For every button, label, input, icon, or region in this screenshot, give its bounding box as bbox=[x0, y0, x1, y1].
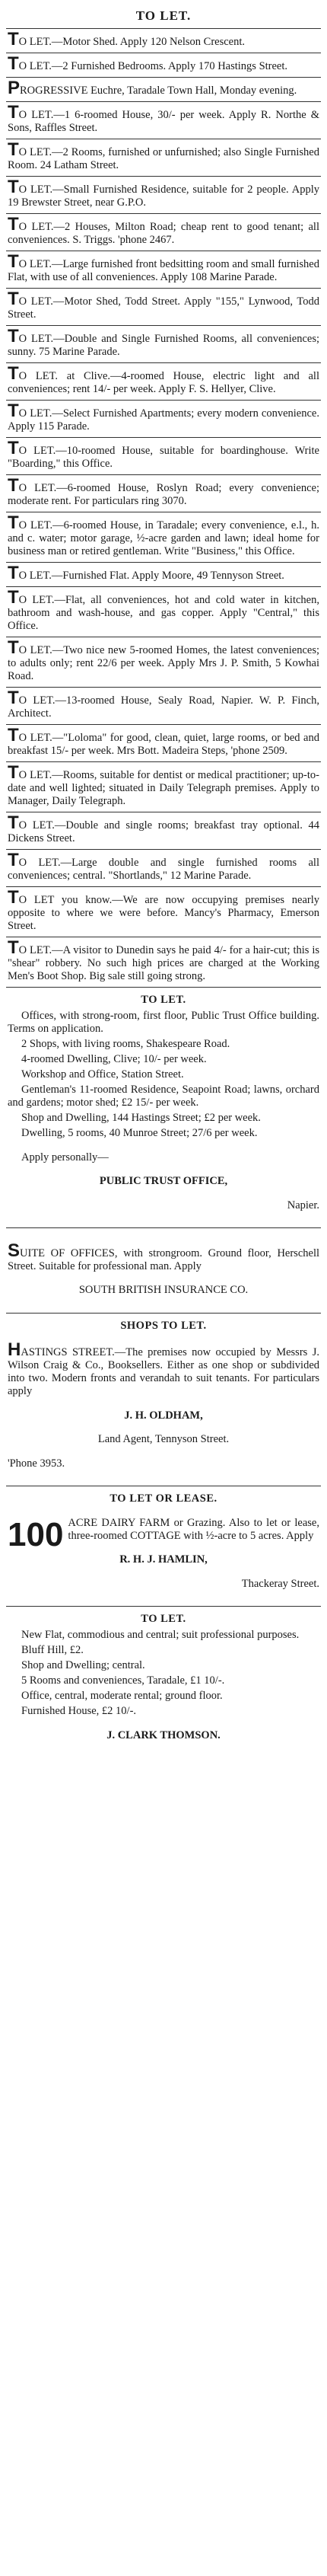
classified-ad bbox=[6, 289, 321, 326]
classified-ad bbox=[6, 475, 321, 512]
ad-text: O LET.—Rooms, suitable for dentist or medical practitioner; up-to-date and well lighted; situated in Daily Telegraph premises. Apply to Manager, Daily Telegraph. bbox=[8, 769, 319, 807]
classified-ad bbox=[6, 102, 321, 139]
classified-ad bbox=[6, 850, 321, 887]
ad-lead-letter: T bbox=[8, 475, 19, 496]
ad-lead-letter: T bbox=[8, 887, 19, 908]
ad-text: O LET.—Motor Shed. Apply 120 Nelson Crescent. bbox=[18, 36, 246, 48]
public-trust-line: Offices, with strong-room, first floor, Public Trust Office building. Terms on application. bbox=[8, 1010, 319, 1035]
shops-agent: J. H. OLDHAM, bbox=[124, 1409, 203, 1422]
public-trust-ad bbox=[6, 988, 321, 1228]
shops-phone: 'Phone 3953. bbox=[8, 1457, 65, 1470]
classified-ad bbox=[6, 29, 321, 53]
ad-text: O LET.—Furnished Flat. Apply Moore, 49 Tennyson Street. bbox=[18, 570, 284, 582]
public-trust-line: Gentleman's 11-roomed Residence, Seapoint Road; lawns, orchard and gardens; motor shed; £2 15/- per week. bbox=[8, 1084, 319, 1109]
farm-street: Thackeray Street. bbox=[241, 1577, 319, 1590]
classified-ad bbox=[6, 725, 321, 762]
suite-company: SOUTH BRITISH INSURANCE CO. bbox=[78, 1284, 249, 1296]
ad-lead-letter: T bbox=[8, 688, 19, 708]
ad-text: O LET.—"Loloma" for good, clean, quiet, large rooms, or bed and breakfast 15/- per week. Mrs Bott. Madeira Steps, 'phone 2509. bbox=[8, 732, 319, 757]
classified-ad bbox=[6, 53, 321, 78]
ad-lead-letter: T bbox=[8, 102, 19, 123]
ad-text: O LET.—A visitor to Dunedin says he paid 4/- for a hair-cut; this is "shear" robbery. No such high prices are charged at the Working Men's Boot Shop. Big sale still going strong. bbox=[8, 944, 319, 982]
classified-ad bbox=[6, 812, 321, 850]
ad-lead-letter: T bbox=[8, 251, 19, 272]
public-trust-line: 4-roomed Dwelling, Clive; 10/- per week. bbox=[21, 1053, 207, 1065]
ad-lead-letter: T bbox=[8, 401, 19, 421]
clark-line: Shop and Dwelling; central. bbox=[21, 1659, 145, 1671]
shops-ad bbox=[6, 1314, 321, 1487]
ad-text: O LET. at Clive.—4-roomed House, electric light and all conveniences; rent 14/- per week. Apply F. S. Hellyer, Clive. bbox=[8, 370, 319, 395]
clark-agent: J. CLARK THOMSON. bbox=[106, 1729, 221, 1741]
public-trust-line: Shop and Dwelling, 144 Hastings Street; £2 per week. bbox=[21, 1112, 261, 1124]
ad-text: O LET.—Motor Shed, Todd Street. Apply "155," Lynwood, Todd Street. bbox=[8, 295, 319, 321]
suite-offices-ad bbox=[6, 1228, 321, 1314]
ad-text: O LET.—Flat, all conveniences, hot and cold water in kitchen, bathroom and wash-house, and gas copper. Apply "Central," this Office. bbox=[8, 594, 319, 632]
ad-text: O LET.—Large double and single furnished rooms all conveniences; central. "Shortlands," 12 Marine Parade. bbox=[8, 857, 319, 882]
suite-lead-letter: S bbox=[8, 1240, 21, 1261]
ad-text: O LET.—Large furnished front bedsitting room and small furnished Flat, with use of all conveniences. Apply 108 Marine Parade. bbox=[8, 258, 319, 283]
classified-ad bbox=[6, 251, 321, 289]
ad-text: O LET.—Double and Single Furnished Rooms, all conveniences; sunny. 75 Marine Parade. bbox=[8, 333, 319, 358]
clark-line: Bluff Hill, £2. bbox=[21, 1644, 84, 1656]
classified-ad bbox=[6, 563, 321, 587]
farm-title: TO LET OR LEASE. bbox=[110, 1492, 217, 1505]
classified-ad bbox=[6, 937, 321, 988]
farm-ad bbox=[6, 1486, 321, 1607]
clark-line: Office, central, moderate rental; ground floor. bbox=[21, 1690, 223, 1702]
ad-text: O LET.—10-roomed House, suitable for boardinghouse. Write "Boarding," this Office. bbox=[8, 445, 319, 470]
ad-lead-letter: T bbox=[8, 177, 19, 197]
ad-lead-letter: T bbox=[8, 563, 19, 583]
classified-ad bbox=[6, 762, 321, 812]
ad-lead-letter: T bbox=[8, 289, 19, 309]
public-trust-title: TO LET. bbox=[141, 994, 186, 1006]
ad-text: O LET.—2 Rooms, furnished or unfurnished; also Single Furnished Room. 24 Latham Street. bbox=[8, 146, 319, 171]
classified-ad bbox=[6, 326, 321, 363]
classified-ad bbox=[6, 512, 321, 563]
ad-lead-letter: T bbox=[8, 725, 19, 745]
ad-text: O LET.—Two nice new 5-roomed Homes, the latest conveniences; to adults only; rent 22/6 per week. Apply Mrs J. P. Smith, 5 Kowhai Road. bbox=[8, 644, 319, 682]
farm-text: ACRE DAIRY FARM or Grazing. Also to let or lease, three-roomed COTTAGE with ½-acre to 5 acres. Apply bbox=[68, 1516, 319, 1542]
ad-lead-letter: T bbox=[8, 850, 19, 870]
ad-lead-letter: T bbox=[8, 762, 19, 783]
classified-ad bbox=[6, 139, 321, 177]
public-trust-lines bbox=[8, 1010, 319, 1140]
ad-lead-letter: T bbox=[8, 139, 19, 160]
clark-line: New Flat, commodious and central; suit professional purposes. bbox=[21, 1629, 300, 1641]
classified-ad bbox=[6, 78, 321, 102]
classified-ad bbox=[6, 363, 321, 401]
clark-lines bbox=[8, 1629, 319, 1718]
classified-ad bbox=[6, 637, 321, 688]
ad-text: O LET.—2 Furnished Bedrooms. Apply 170 Hastings Street. bbox=[18, 60, 288, 72]
classified-ad bbox=[6, 887, 321, 937]
farm-agent: R. H. J. HAMLIN, bbox=[119, 1553, 208, 1566]
ad-text: O LET.—Double and single rooms; breakfast tray optional. 44 Dickens Street. bbox=[8, 819, 319, 844]
ad-lead-letter: T bbox=[8, 326, 19, 346]
clark-line: 5 Rooms and conveniences, Taradale, £1 10/-. bbox=[21, 1674, 225, 1687]
ad-lead-letter: T bbox=[8, 438, 19, 458]
classified-ad bbox=[6, 438, 321, 475]
shops-title: SHOPS TO LET. bbox=[120, 1319, 207, 1332]
ad-text: O LET.—6-roomed House, Roslyn Road; every convenience; moderate rent. For particulars ring 3070. bbox=[8, 482, 319, 507]
clark-line: Furnished House, £2 10/-. bbox=[21, 1705, 137, 1717]
ad-text: O LET.—Select Furnished Apartments; every modern convenience. Apply 115 Parade. bbox=[8, 407, 319, 433]
ad-text: O LET.—2 Houses, Milton Road; cheap rent to good tenant; all conveniences. S. Triggs. 'phone 2467. bbox=[8, 221, 319, 246]
ad-lead-letter: T bbox=[8, 53, 19, 74]
classified-ad bbox=[6, 214, 321, 251]
ad-text: O LET.—13-roomed House, Sealy Road, Napier. W. P. Finch, Architect. bbox=[8, 694, 319, 720]
public-trust-town: Napier. bbox=[287, 1199, 319, 1211]
public-trust-line: 2 Shops, with living rooms, Shakespeare Road. bbox=[21, 1038, 230, 1050]
public-trust-office: PUBLIC TRUST OFFICE, bbox=[99, 1175, 228, 1187]
shops-lead-letter: H bbox=[8, 1339, 21, 1360]
farm-lead-number: 100 bbox=[8, 1515, 64, 1553]
classified-ad bbox=[6, 688, 321, 725]
ad-lead-letter: T bbox=[8, 587, 19, 608]
ad-text: ROGRESSIVE Euchre, Taradale Town Hall, Monday evening. bbox=[20, 85, 297, 97]
ad-lead-letter: T bbox=[8, 214, 19, 235]
ad-lead-letter: T bbox=[8, 29, 19, 49]
public-trust-line: Dwelling, 5 rooms, 40 Munroe Street; 27/6 per week. bbox=[21, 1127, 258, 1139]
ads-list bbox=[6, 29, 321, 988]
classified-ad bbox=[6, 177, 321, 214]
classified-ad bbox=[6, 401, 321, 438]
ad-lead-letter: T bbox=[8, 512, 19, 533]
suite-text: UITE OF OFFICES, with strongroom. Ground floor, Herschell Street. Suitable for professional man. Apply bbox=[8, 1247, 319, 1272]
shops-text: ASTINGS STREET.—The premises now occupied by Messrs J. Wilson Craig & Co., Booksellers. Either as one shop or subdivided into two. Modern fronts and verandah to suit tenants. For particulars apply bbox=[8, 1346, 319, 1397]
ad-text: O LET you know.—We are now occupying premises nearly opposite to where we were before. Mancy's Pharmacy, Emerson Street. bbox=[8, 894, 319, 932]
ad-lead-letter: T bbox=[8, 637, 19, 658]
ad-text: O LET.—Small Furnished Residence, suitable for 2 people. Apply 19 Brewster Street, near G.P.O. bbox=[8, 184, 319, 209]
ad-text: O LET.—6-roomed House, in Taradale; every convenience, e.l., h. and c. water; motor garage, ½-acre garden and lawn; ideal home for business man or retired gentleman. Write "Business," this Office. bbox=[8, 519, 319, 557]
ad-text: O LET.—1 6-roomed House, 30/- per week. Apply R. Northe & Sons, Raffles Street. bbox=[8, 109, 319, 134]
public-trust-apply: Apply personally— bbox=[21, 1151, 109, 1164]
section-heading: TO LET. bbox=[6, 5, 321, 29]
clark-ad bbox=[6, 1607, 321, 1757]
ad-lead-letter: T bbox=[8, 363, 19, 384]
ad-lead-letter: T bbox=[8, 812, 19, 833]
clark-title: TO LET. bbox=[141, 1613, 186, 1625]
ad-lead-letter: T bbox=[8, 937, 19, 958]
public-trust-line: Workshop and Office, Station Street. bbox=[21, 1068, 184, 1081]
shops-agent-line: Land Agent, Tennyson Street. bbox=[97, 1433, 230, 1445]
classified-ad bbox=[6, 587, 321, 637]
ad-lead-letter: P bbox=[8, 78, 21, 98]
